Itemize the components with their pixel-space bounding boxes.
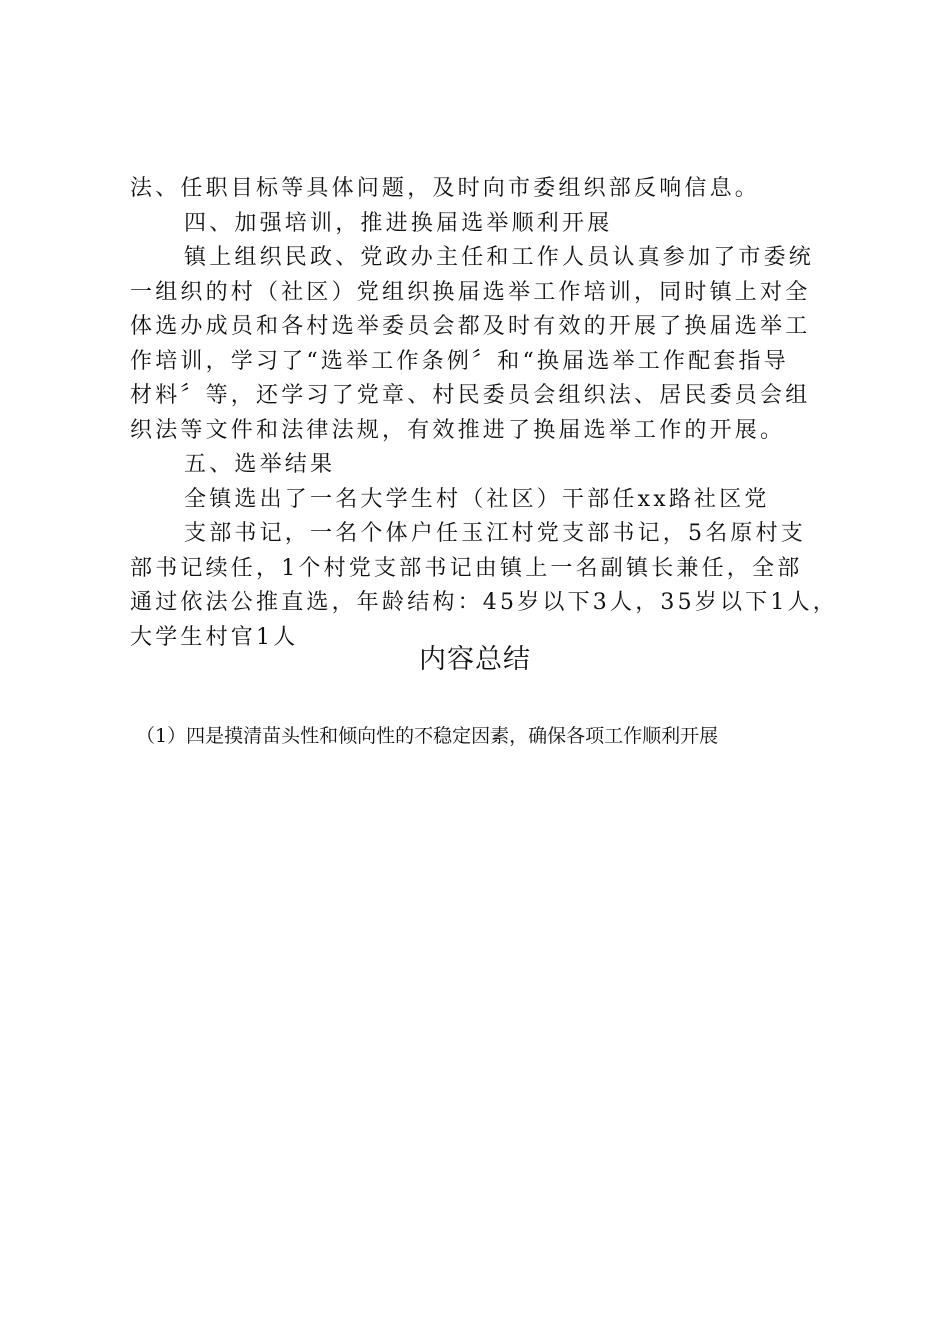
paragraph-line: 织法等文件和法律法规，有效推进了换届选举工作的开展。: [130, 417, 786, 443]
paragraph-line: 部书记续任，1个村党支部书记由镇上一名副镇长兼任，全部: [130, 555, 803, 581]
section-heading-results: 五、选举结果: [184, 452, 336, 477]
paragraph-line: 材料〞等，还学习了党章、村民委员会组织法、居民委员会组: [130, 383, 811, 408]
paragraph-line: 镇上组织民政、党政办主任和工作人员认真参加了市委统: [184, 245, 815, 270]
paragraph-line: 体选办成员和各村选举委员会都及时有效的开展了换届选举工: [130, 314, 811, 339]
paragraph-line: 通过依法公推直选，年龄结构：45岁以下3人，35岁以下1人，: [130, 590, 838, 615]
paragraph-line: 作培训，学习了“选举工作条例〞和“换届选举工作配套指导: [130, 348, 789, 374]
summary-item: （1）四是摸清苗头性和倾向性的不稳定因素，确保各项工作顺利开展: [136, 725, 719, 747]
paragraph-line: 法、任职目标等具体问题，及时向市委组织部反响信息。: [130, 176, 761, 201]
summary-title: 内容总结: [419, 644, 531, 675]
body-text: [130, 172, 838, 655]
section-heading-training: 四、加强培训，推进换届选举顺利开展: [184, 210, 613, 236]
paragraph-line: 大学生村官1人: [130, 624, 299, 650]
paragraph-line: 全镇选出了一名大学生村（社区）干部任xx路社区党: [184, 486, 770, 512]
paragraph-line: 支部书记，一名个体户任玉江村党支部书记，5名原村支: [184, 521, 806, 546]
paragraph-line: 一组织的村（社区）党组织换届选举工作培训，同时镇上对全: [130, 279, 811, 305]
